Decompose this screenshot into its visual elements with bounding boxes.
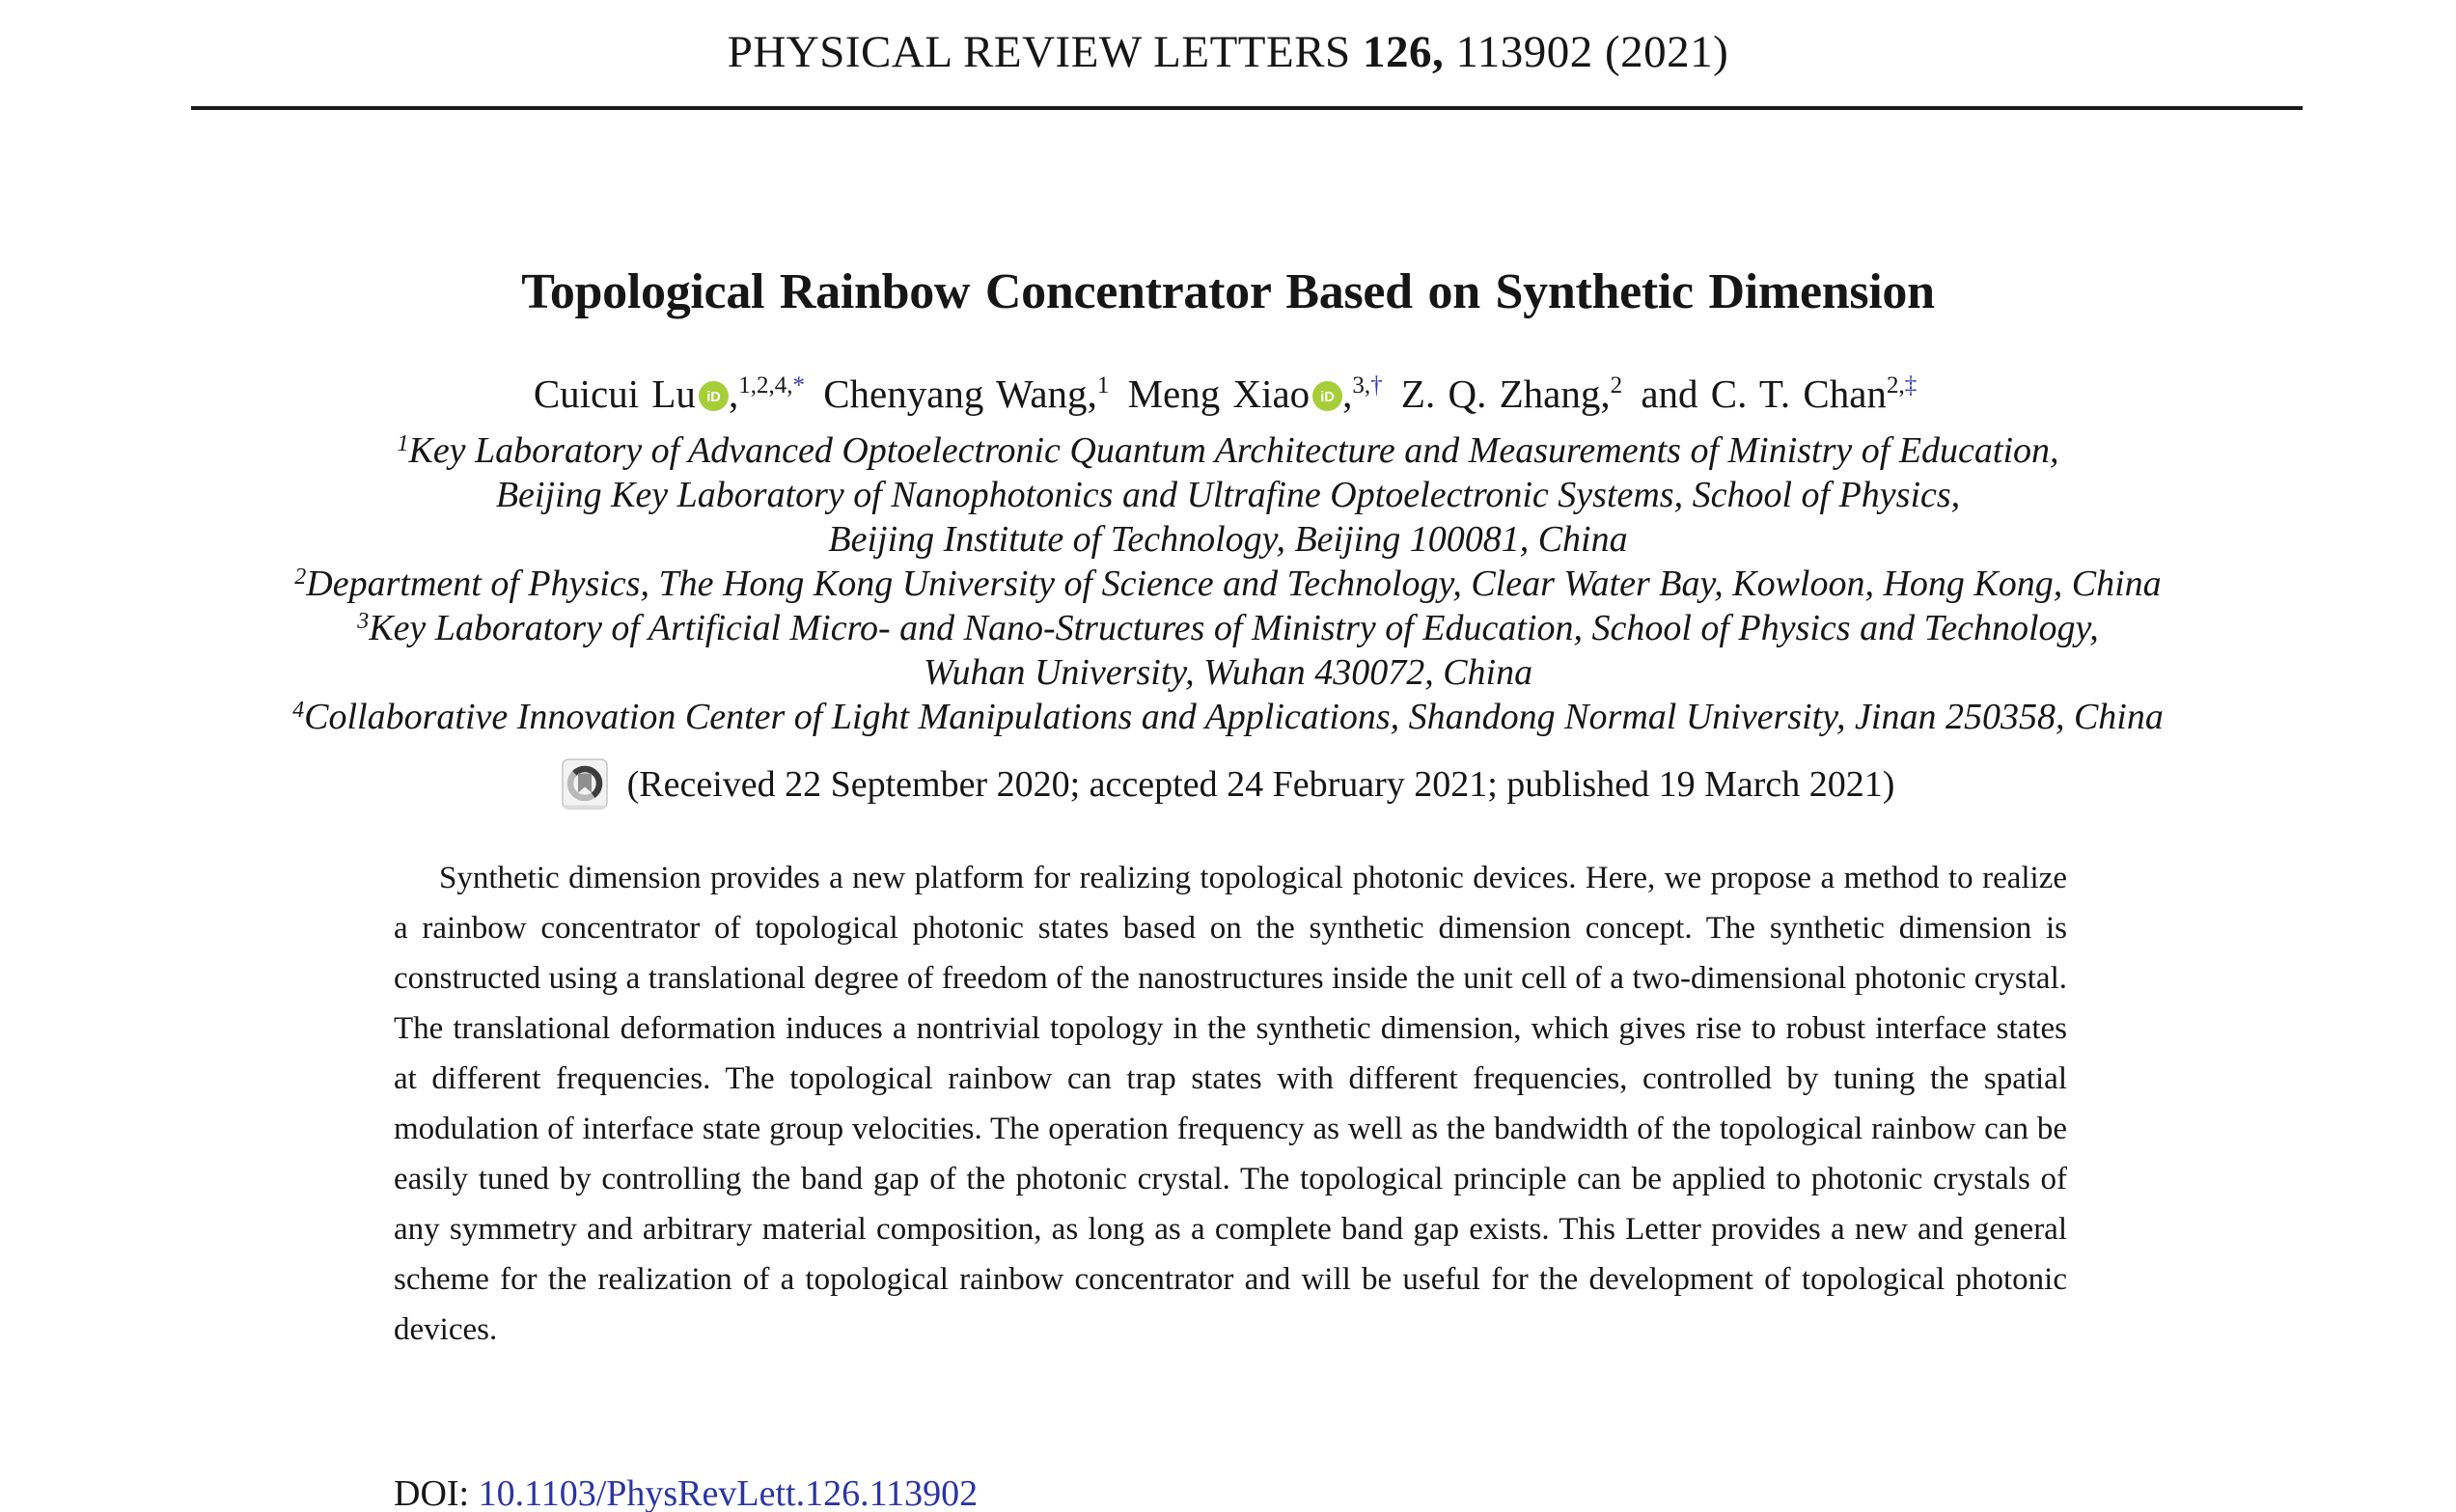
received-row xyxy=(0,758,2456,811)
crossmark-check-updates-button[interactable] xyxy=(562,758,608,811)
orcid-id-text: iD xyxy=(706,389,721,405)
doi-link[interactable]: 10.1103/PhysRevLett.126.113902 xyxy=(478,1473,979,1512)
affiliations-block xyxy=(0,428,2456,739)
article-history: (Received 22 September 2020; accepted 24 February 2021; published 19 March 2021) xyxy=(626,764,1895,805)
author-superscript: 1 xyxy=(1096,372,1110,399)
author-superscript: 2,‡ xyxy=(1886,372,1918,399)
author-name: Z. Q. Zhang xyxy=(1400,371,1601,416)
abstract-paragraph: Synthetic dimension provides a new platform for realizing topological photonic devices. Here, we propose a method to realize a rainbow concentrator of topological photonic states based on the synthetic dimension concept. The synthetic dimension is constructed using a translational degree of freedom of the nanostructures inside the unit cell of a two-dimensional photonic crystal. The translational deformation induces a nontrivial topology in the synthetic dimension, which gives rise to robust interface states at different frequencies. The topological rainbow can trap states with different frequencies, controlled by tuning the spatial modulation of interface state group velocities. The operation frequency as well as the bandwidth of the topological rainbow can be easily tuned by controlling the band gap of the photonic crystal. The topological principle can be applied to photonic crystals of any symmetry and arbitrary material composition, as long as a complete band gap exists. This Letter provides a new and general scheme for the realization of a topological rainbow concentrator and will be useful for the development of topological photonic devices. xyxy=(394,861,2067,1347)
doi-row xyxy=(394,1472,978,1512)
article-title: Topological Rainbow Concentrator Based on Synthetic Dimension xyxy=(521,264,1935,319)
author-superscript: 2 xyxy=(1610,372,1623,399)
author xyxy=(1641,371,1917,416)
author: Z. Q. Zhang,$^2$ xyxy=(1400,371,1623,416)
journal-article-number: 113902 (2021) xyxy=(1455,27,1729,77)
affiliation-superscript: 4 xyxy=(292,698,305,723)
affiliation-superscript: 2 xyxy=(294,564,307,590)
affiliation-superscript: 1 xyxy=(397,431,409,456)
orcid-icon[interactable] xyxy=(699,381,729,411)
author: Cuicui Lu iD ,$^{1,2,4,*}$ xyxy=(533,371,805,416)
footnote-symbol: ‡ xyxy=(1904,372,1918,399)
affiliation-line: Wuhan University, Wuhan 430072, China xyxy=(923,652,1533,693)
author-name: and C. T. Chan xyxy=(1641,371,1887,416)
header-rule xyxy=(191,106,2303,110)
author-superscript: 1,2,4,* xyxy=(738,372,805,399)
doi-label: DOI: xyxy=(394,1473,470,1512)
affiliation-line: Beijing Key Laboratory of Nanophotonics and Ultrafine Optoelectronic Systems, School of Physics, xyxy=(495,475,1961,515)
author-name: Cuicui Lu xyxy=(533,371,696,416)
author: Meng Xiao iD ,$^{3,\dagger}$ xyxy=(1127,371,1383,416)
journal-volume: 126, xyxy=(1362,27,1445,77)
journal-header xyxy=(0,25,2456,79)
authors-line xyxy=(0,370,2456,418)
orcid-icon[interactable] xyxy=(1312,381,1342,411)
affiliation-superscript: 3 xyxy=(357,609,370,634)
crossmark-icon xyxy=(562,758,608,811)
journal-name: PHYSICAL REVIEW LETTERS xyxy=(727,27,1351,77)
orcid-id-text: iD xyxy=(1320,389,1335,405)
affiliation-line: Beijing Institute of Technology, Beijing 100081, China xyxy=(828,519,1628,560)
author-superscript: 3,† xyxy=(1352,372,1383,399)
affiliation-line: $^4$Collaborative Innovation Center of Light Manipulations and Applications, Shandong Normal University, Jinan 250358, China xyxy=(292,697,2164,737)
affiliation-line: $^1$Key Laboratory of Advanced Optoelectronic Quantum Architecture and Measurements of Ministry of Education, xyxy=(397,430,2059,471)
affiliation-line: $^2$Department of Physics, The Hong Kong University of Science and Technology, Clear Water Bay, Kowloon, Hong Kong, China xyxy=(294,564,2162,604)
author: Chenyang Wang,$^1$ xyxy=(823,371,1110,416)
author-name: Chenyang Wang xyxy=(823,371,1088,416)
footnote-symbol: † xyxy=(1370,372,1383,399)
footnote-symbol: * xyxy=(792,372,805,399)
affiliation-line: $^3$Key Laboratory of Artificial Micro- and Nano-Structures of Ministry of Education, School of Physics and Technology, xyxy=(357,608,2099,648)
author-name: Meng Xiao xyxy=(1127,371,1311,416)
